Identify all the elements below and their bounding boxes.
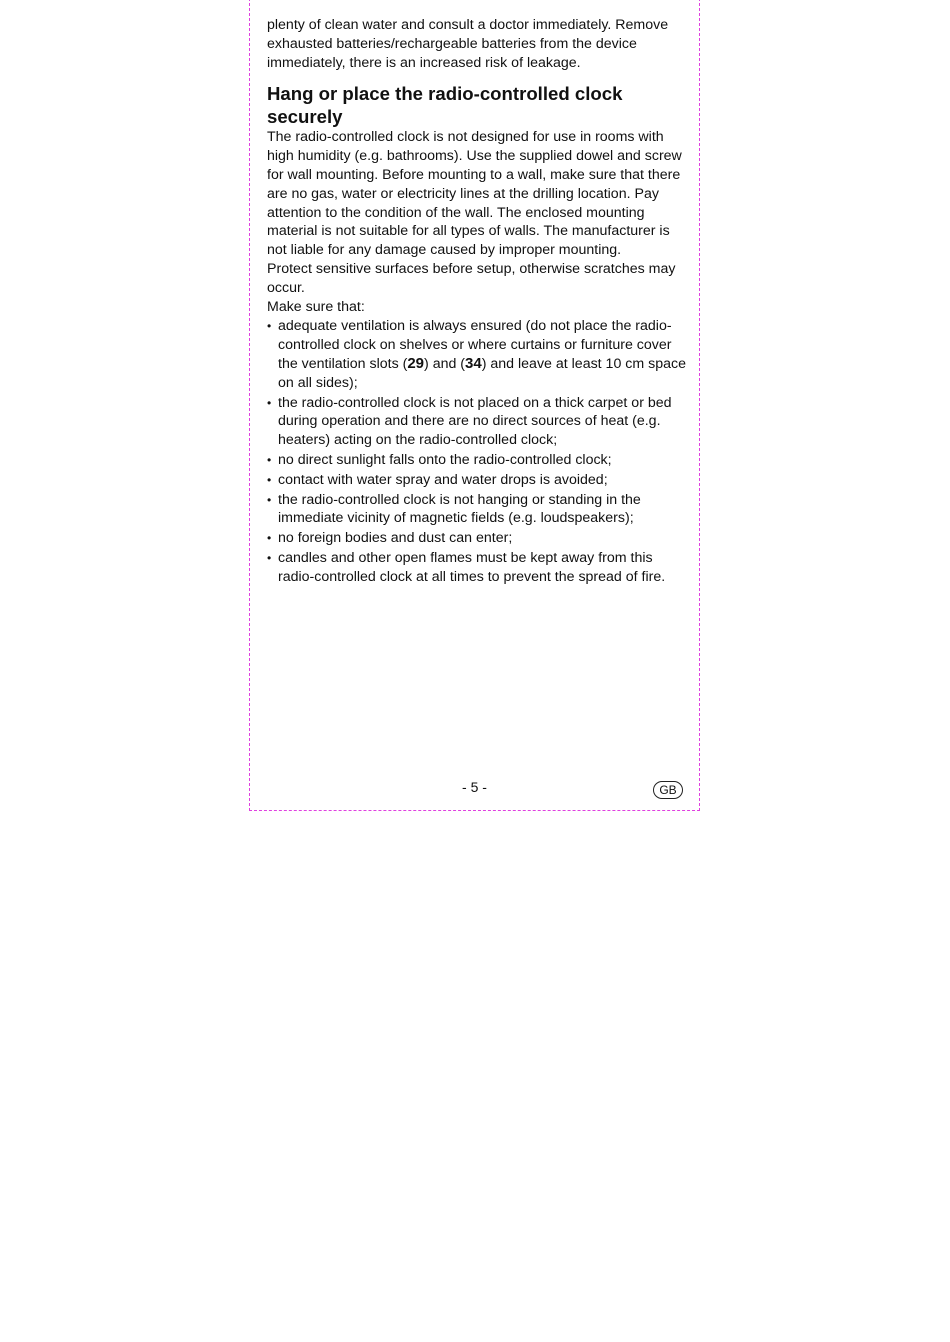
bullet-icon: • bbox=[267, 319, 272, 334]
list-item-text: the radio-controlled clock is not placed on a thick carpet or bed during operation and there are no direct sources of heat (e.g. heaters) acting on the radio-controlled clock; bbox=[278, 394, 672, 449]
mounting-paragraph: The radio-controlled clock is not designed for use in rooms with high humidity (e.g. bathrooms). Use the supplied dowel and screw for wall mounting. Before mounting to a wall, make sure that there are no gas, water or electricity lines at the drilling location. Pay attention to the condition of the wall. The enclosed mounting material is not suitable for all types of walls. The manufacturer is not liable for any damage caused by improper mounting. bbox=[267, 129, 682, 259]
list-item-text-part: ) and ( bbox=[424, 355, 466, 372]
list-item bbox=[267, 471, 687, 490]
list-item bbox=[267, 491, 687, 529]
bullet-icon: • bbox=[267, 452, 272, 467]
language-badge: GB bbox=[653, 781, 683, 799]
list-item bbox=[267, 394, 687, 450]
list-item-text: contact with water spray and water drops is avoided; bbox=[278, 471, 608, 488]
list-item bbox=[267, 529, 687, 548]
list-item bbox=[267, 317, 687, 392]
list-item-text: no foreign bodies and dust can enter; bbox=[278, 530, 513, 547]
page-content bbox=[267, 16, 687, 587]
precaution-list bbox=[267, 317, 687, 586]
bullet-icon: • bbox=[267, 472, 272, 487]
surface-paragraph: Protect sensitive surfaces before setup, otherwise scratches may occur. bbox=[267, 260, 676, 296]
reference-number: 29 bbox=[407, 354, 425, 372]
list-item-text-part: ) and leave at least 10 cm space on all sides); bbox=[278, 355, 686, 391]
list-item bbox=[267, 549, 687, 587]
reference-number: 34 bbox=[465, 354, 482, 372]
document-page bbox=[249, 0, 700, 811]
page-number: - 5 - bbox=[462, 779, 487, 795]
bullet-icon: • bbox=[267, 531, 272, 546]
intro-paragraph: plenty of clean water and consult a doctor immediately. Remove exhausted batteries/rechargeable batteries from the device immediately, there is an increased risk of leakage. bbox=[267, 17, 669, 71]
make-sure-paragraph: Make sure that: bbox=[267, 298, 365, 315]
list-item-text: the radio-controlled clock is not hanging or standing in the immediate vicinity of magnetic fields (e.g. loudspeakers); bbox=[278, 491, 641, 527]
list-item-text bbox=[278, 318, 686, 390]
section-heading: Hang or place the radio-controlled clock securely bbox=[267, 83, 623, 128]
list-item-text: candles and other open flames must be kept away from this radio-controlled clock at all times to prevent the spread of fire. bbox=[278, 549, 666, 585]
bullet-icon: • bbox=[267, 492, 272, 507]
list-item-text: no direct sunlight falls onto the radio-controlled clock; bbox=[278, 451, 612, 468]
list-item-text-part: adequate ventilation is always ensured (do not place the radio-controlled clock on shelves or where curtains or furniture cover the ventilation slots ( bbox=[278, 318, 672, 372]
bullet-icon: • bbox=[267, 395, 272, 410]
bullet-icon: • bbox=[267, 550, 272, 565]
list-item bbox=[267, 451, 687, 470]
